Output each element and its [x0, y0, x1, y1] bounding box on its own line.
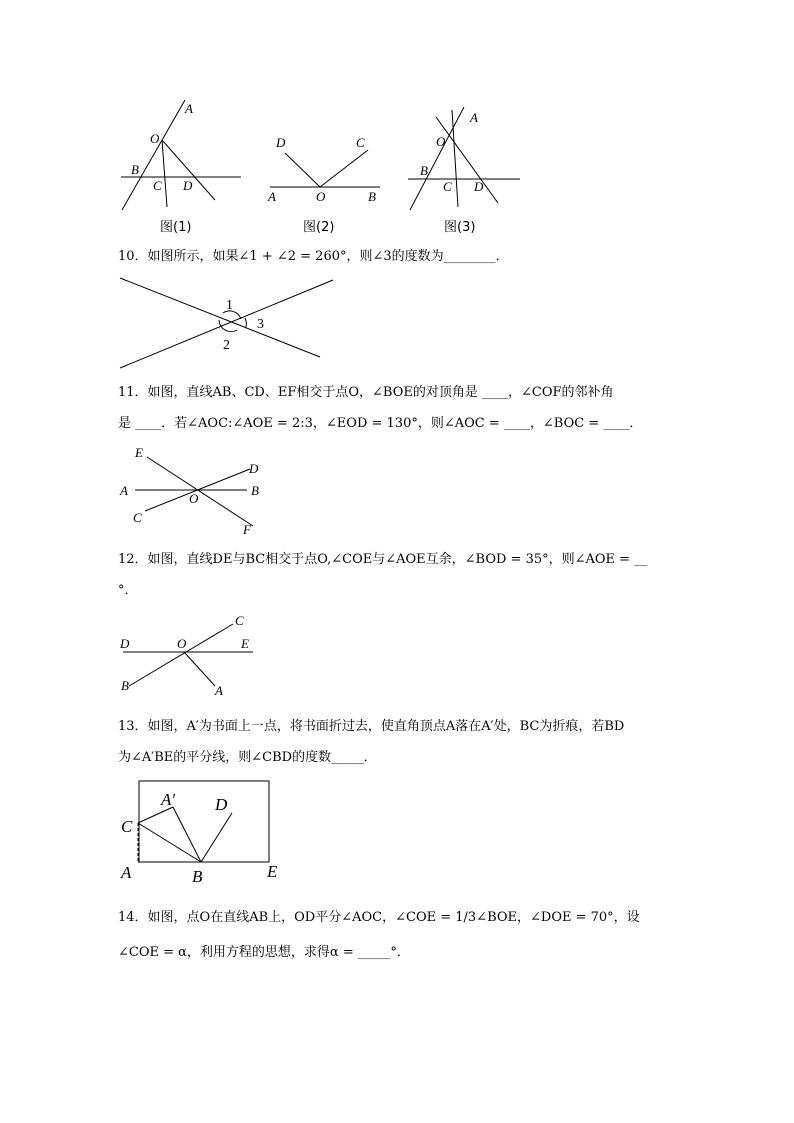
question-12-line1: 12．如图，直线DE与BC相交于点O,∠COE与∠AOE互余，∠BOD = 35°，则∠AOE = __ [118, 552, 648, 567]
label-A: A [215, 683, 223, 698]
label-E: E [135, 445, 143, 460]
question-14-line2: ∠COE = α，利用方程的思想，求得α = _____°． [118, 945, 410, 960]
label-D: D [249, 461, 259, 476]
caption-fig1: 图(1) [160, 220, 192, 235]
label-D: D [276, 135, 286, 150]
question-13-line1: 13．如图，A′为书面上一点，将书面折过去，使直角顶点A落在A′处，BC为折痕，若BD [118, 719, 625, 734]
caption-fig2: 图(2) [303, 220, 335, 235]
label-B: B [251, 483, 259, 498]
figure-3 [400, 95, 530, 240]
label-O: O [316, 189, 326, 204]
label-A: A [120, 483, 128, 498]
label-O: O [189, 491, 199, 506]
label-B: B [192, 867, 203, 886]
label-C: C [235, 613, 244, 628]
label-E: E [241, 636, 249, 651]
label-D: D [474, 179, 484, 194]
figure-1 [115, 95, 250, 240]
label-D: D [183, 178, 193, 193]
angle-label-2: 2 [223, 338, 230, 353]
label-B: B [121, 678, 129, 693]
figure-q12 [115, 610, 265, 700]
label-C: C [121, 817, 133, 836]
question-10: 10．如图所示，如果∠1 + ∠2 = 260°，则∠3的度数为________． [118, 249, 509, 264]
figure-2 [260, 95, 390, 240]
figure-q10 [115, 272, 340, 372]
label-A: A [470, 110, 478, 125]
label-C: C [133, 510, 142, 525]
label-D: D [215, 795, 228, 814]
figure-q11 [115, 443, 275, 538]
angle-label-3: 3 [257, 317, 264, 332]
label-O: O [177, 636, 187, 651]
label-O: O [436, 134, 446, 149]
figure-q13 [115, 775, 295, 890]
label-D: D [120, 636, 130, 651]
label-E: E [267, 862, 278, 881]
label-B: B [368, 189, 376, 204]
label-B: B [420, 163, 428, 178]
label-A-prime: A′ [161, 790, 176, 809]
angle-label-1: 1 [226, 298, 233, 313]
label-F: F [243, 522, 251, 537]
label-C: C [443, 179, 452, 194]
label-A: A [121, 863, 132, 882]
question-13-line2: 为∠A′BE的平分线，则∠CBD的度数_____． [118, 750, 377, 765]
label-A: A [185, 101, 193, 116]
question-11-line1: 11．如图，直线AB、CD、EF相交于点O，∠BOE的对顶角是 ____，∠COF的邻补角 [118, 385, 614, 400]
question-14-line1: 14．如图，点O在直线AB上，OD平分∠AOC，∠COE = 1/3∠BOE，∠DOE = 70°，设 [118, 910, 640, 925]
label-A: A [268, 189, 276, 204]
label-C: C [153, 178, 162, 193]
label-B: B [131, 162, 139, 177]
question-11-line2: 是 ____．若∠AOC:∠AOE = 2:3，∠EOD = 130°，则∠AOC = ____，∠BOC = ____． [118, 416, 643, 431]
question-12-line2: °． [118, 583, 138, 598]
label-O: O [150, 131, 160, 146]
label-C: C [356, 135, 365, 150]
caption-fig3: 图(3) [444, 220, 476, 235]
